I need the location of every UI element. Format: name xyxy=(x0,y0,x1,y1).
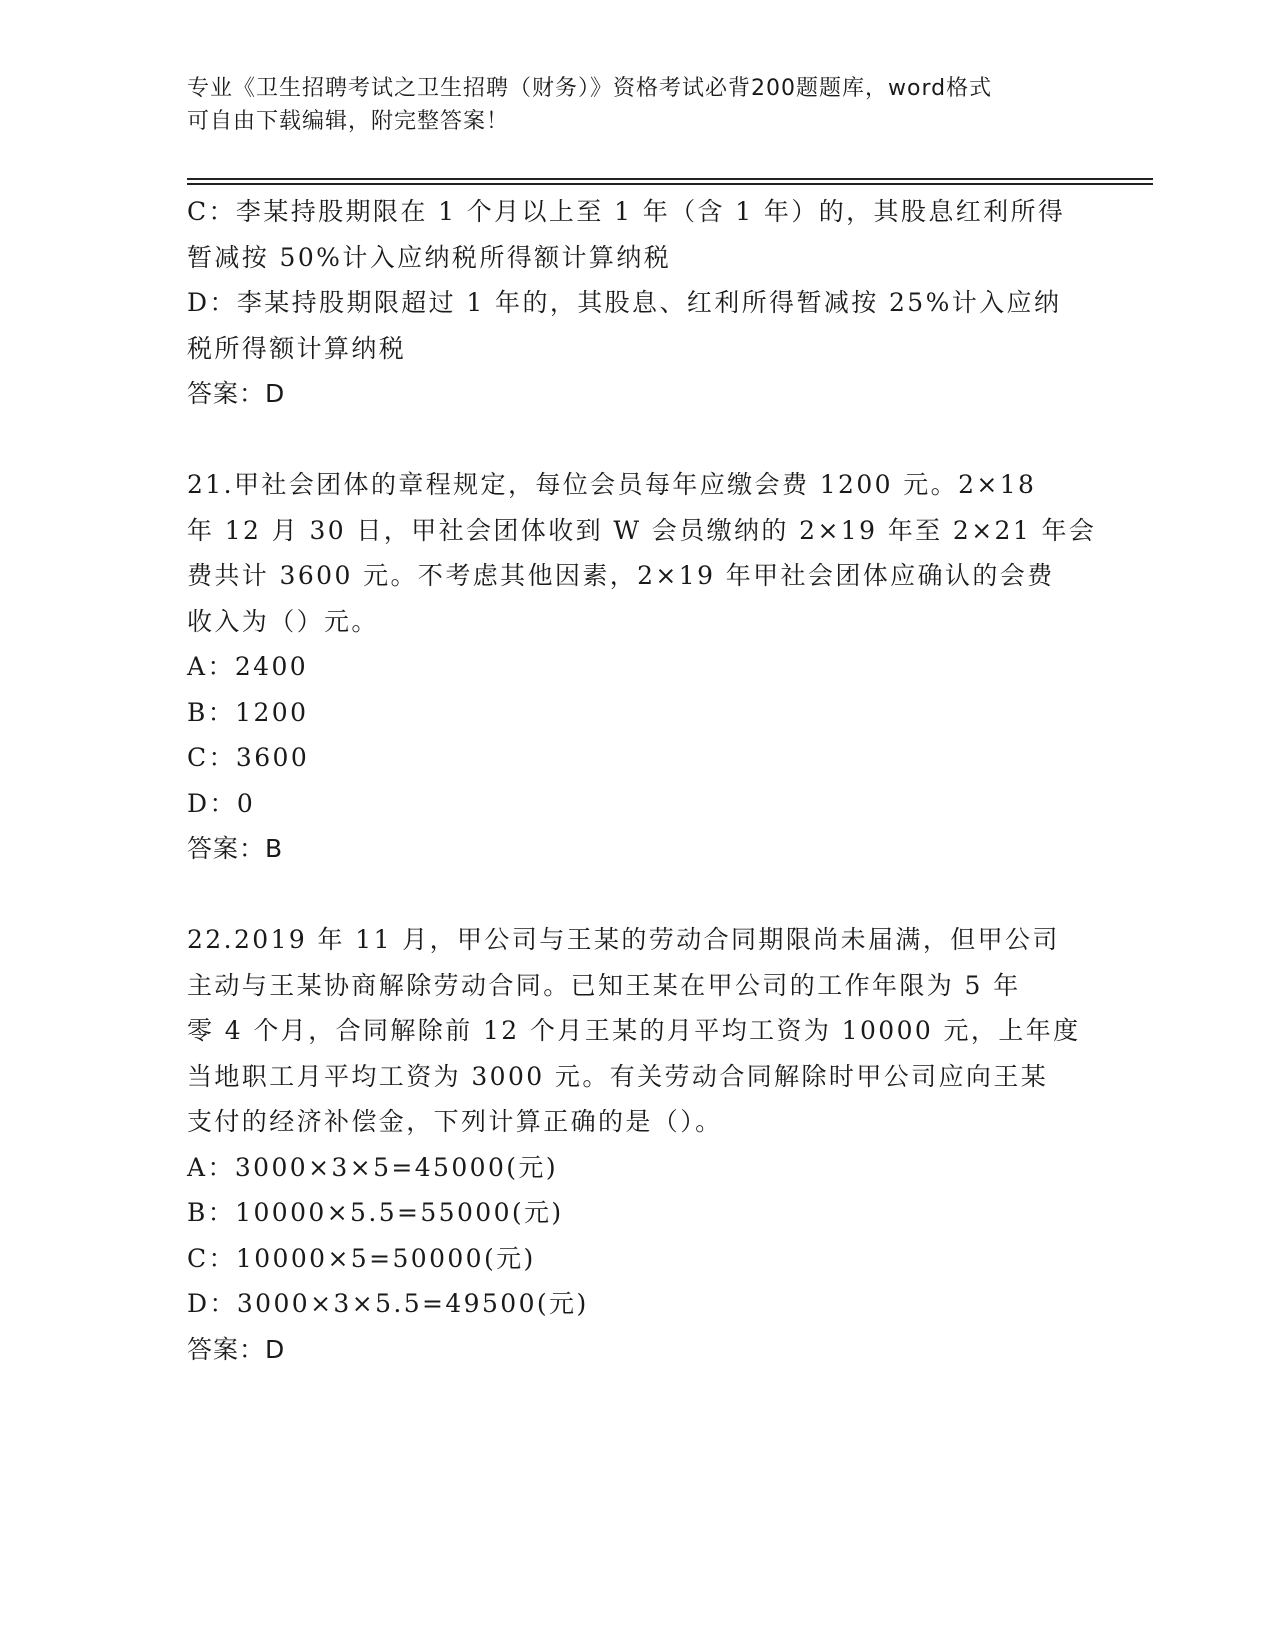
question-stem-line: 费共计 3600 元。不考虑其他因素，2×19 年甲社会团体应确认的会费 xyxy=(187,561,1055,590)
question-stem-line: 21.甲社会团体的章程规定，每位会员每年应缴会费 1200 元。2×18 xyxy=(187,470,1037,499)
header-divider-bottom xyxy=(187,183,1153,185)
header-title-line-1: 专业《卫生招聘考试之卫生招聘（财务）》资格考试必背200题题库，word格式 xyxy=(187,76,993,101)
option-c-line-1: C：李某持股期限在 1 个月以上至 1 年（含 1 年）的，其股息红利所得 xyxy=(187,197,1066,226)
option-d-line-2: 税所得额计算纳税 xyxy=(187,333,407,363)
answer-label: 答案：D xyxy=(187,1334,286,1364)
option-d: D：3000×3×5.5=49500(元) xyxy=(187,1289,589,1318)
option-c-line-2: 暂减按 50%计入应纳税所得额计算纳税 xyxy=(187,242,672,272)
question-stem-line: 支付的经济补偿金，下列计算正确的是（）。 xyxy=(187,1107,723,1136)
question-stem-line: 当地职工月平均工资为 3000 元。有关劳动合同解除时甲公司应向王某 xyxy=(187,1061,1049,1091)
option-c: C：10000×5=50000(元) xyxy=(187,1243,536,1273)
question-20-continued xyxy=(187,189,1087,417)
option-a: A：3000×3×5=45000(元) xyxy=(187,1152,558,1182)
header-divider-top xyxy=(187,178,1153,180)
question-spacer xyxy=(187,417,1087,463)
question-list xyxy=(187,189,1097,1372)
question-stem-line: 收入为（）元。 xyxy=(187,606,379,636)
option-a: A：2400 xyxy=(187,652,309,681)
option-d-line-1: D：李某持股期限超过 1 年的，其股息、红利所得暂减按 25%计入应纳 xyxy=(187,288,1062,317)
header-title-line-2: 可自由下载编辑，附完整答案！ xyxy=(187,109,510,134)
question-stem-line: 零 4 个月，合同解除前 12 个月王某的月平均工资为 10000 元，上年度 xyxy=(187,1016,1081,1045)
question-stem-line: 22.2019 年 11 月，甲公司与王某的劳动合同期限尚未届满，但甲公司 xyxy=(187,925,1060,954)
answer-label: 答案：B xyxy=(187,834,284,863)
question-22 xyxy=(187,917,1087,1372)
option-d: D：0 xyxy=(187,788,256,818)
option-b: B：1200 xyxy=(187,697,309,727)
document-header xyxy=(187,72,1067,138)
answer-label: 答案：D xyxy=(187,379,286,408)
question-spacer xyxy=(187,872,1087,918)
question-stem-line: 年 12 月 30 日，甲社会团体收到 W 会员缴纳的 2×19 年至 2×21 年会 xyxy=(187,515,1097,545)
option-c: C：3600 xyxy=(187,743,310,772)
question-21 xyxy=(187,462,1097,872)
option-b: B：10000×5.5=55000(元) xyxy=(187,1198,564,1227)
question-stem-line: 主动与王某协商解除劳动合同。已知王某在甲公司的工作年限为 5 年 xyxy=(187,970,1021,1000)
